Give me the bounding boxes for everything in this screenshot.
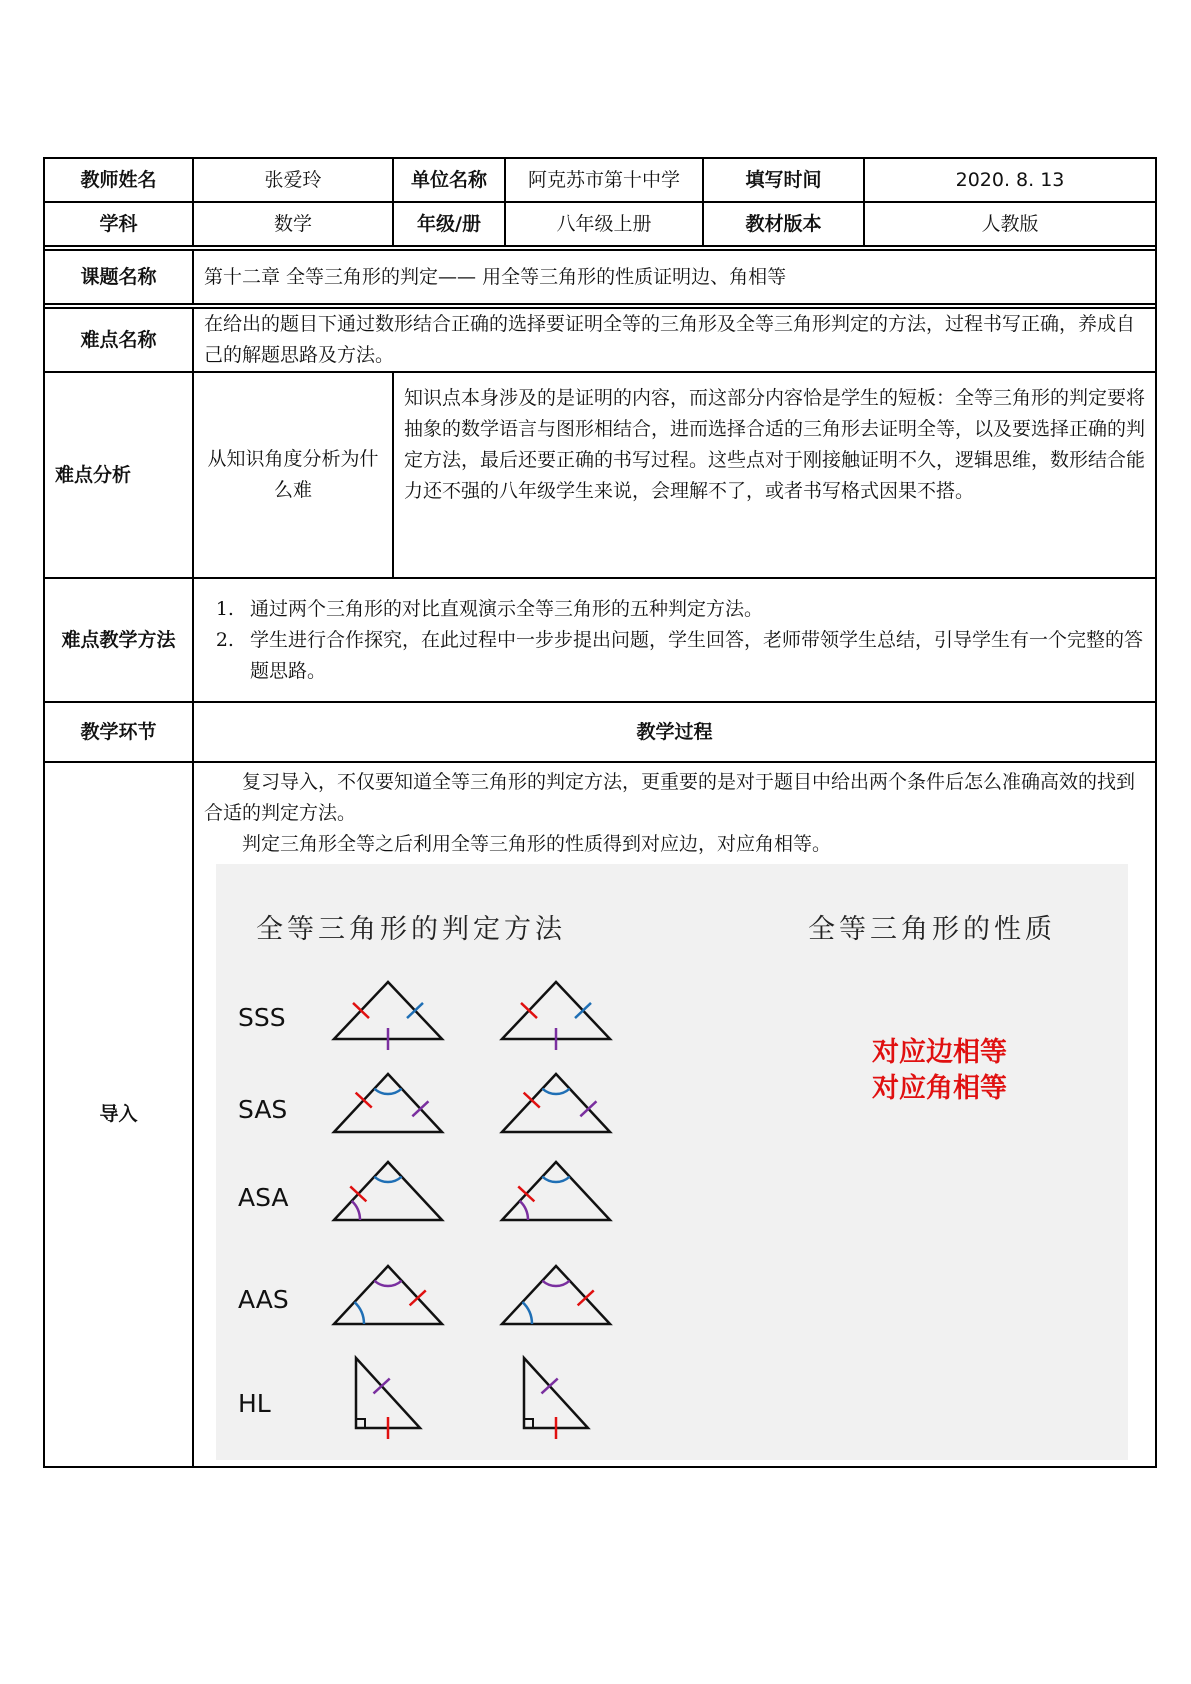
process-header-row	[44, 702, 1156, 762]
method-item-2: 2. 学生进行合作探究，在此过程中一步步提出问题，学生回答，老师带领学生总结，引导学生有一个完整的答题思路。	[240, 625, 1145, 687]
header-row-1	[44, 158, 1156, 202]
subject-value: 数学	[193, 202, 393, 246]
triangle-aas-b	[502, 1266, 610, 1324]
analysis-sub-label: 从知识角度分析为什么难	[193, 372, 393, 578]
method-row	[44, 578, 1156, 702]
criterion-label-sas: SAS	[238, 1095, 288, 1124]
intro-label: 导入	[44, 762, 193, 1467]
difficulty-value: 在给出的题目下通过数形结合正确的选择要证明全等的三角形及全等三角形判定的方法，过程书写正确，养成自己的解题思路及方法。	[193, 308, 1156, 372]
arc-sas-apex-b	[542, 1089, 569, 1094]
arc-aas-apex-b	[542, 1281, 569, 1286]
intro-paragraph-2: 判定三角形全等之后利用全等三角形的性质得到对应边，对应角相等。	[242, 833, 832, 855]
triangle-asa-b	[502, 1162, 610, 1220]
teacher-label: 教师姓名	[44, 158, 193, 202]
right-angle-mark-hl-b	[524, 1419, 533, 1428]
lesson-plan-sheet	[43, 157, 1155, 1468]
method-list	[204, 594, 1145, 687]
arc-asa-apex-a	[374, 1177, 401, 1182]
subject-label: 学科	[44, 202, 193, 246]
congruence-figure	[216, 864, 1128, 1460]
unit-label: 单位名称	[393, 158, 505, 202]
criterion-label-hl: HL	[238, 1389, 271, 1418]
intro-paragraph-1: 复习导入，不仅要知道全等三角形的判定方法，更重要的是对于题目中给出两个条件后怎么准确高效的找到合适的判定方法。	[204, 771, 1136, 824]
topic-row	[44, 250, 1156, 304]
topic-label: 课题名称	[44, 250, 193, 304]
property-sides-equal: 对应边相等	[872, 1037, 1007, 1068]
analysis-row	[44, 372, 1156, 578]
triangle-aas-a	[334, 1266, 442, 1324]
arc-aas-base-b	[522, 1302, 532, 1324]
edition-value: 人教版	[864, 202, 1156, 246]
analysis-label: 难点分析	[44, 372, 193, 578]
header-row-2	[44, 202, 1156, 246]
arc-asa-base-b	[520, 1201, 528, 1220]
date-label: 填写时间	[703, 158, 864, 202]
right-angle-mark-hl-a	[356, 1419, 365, 1428]
intro-row	[44, 762, 1156, 1467]
triangle-diagrams	[334, 982, 610, 1439]
criterion-label-aas: AAS	[238, 1285, 289, 1314]
edition-label: 教材版本	[703, 202, 864, 246]
arc-aas-apex-a	[374, 1281, 401, 1286]
lesson-plan-table	[43, 157, 1157, 1468]
teacher-value: 张爱玲	[193, 158, 393, 202]
date-value: 2020. 8. 13	[864, 158, 1156, 202]
congruence-figure-svg	[216, 864, 1128, 1460]
unit-value: 阿克苏市第十中学	[505, 158, 703, 202]
topic-value: 第十二章 全等三角形的判定—— 用全等三角形的性质证明边、角相等	[193, 250, 1156, 304]
figure-left-title: 全等三角形的判定方法	[256, 914, 566, 945]
method-label: 难点教学方法	[44, 578, 193, 702]
triangle-asa-a	[334, 1162, 442, 1220]
method-content	[193, 578, 1156, 702]
criterion-label-asa: ASA	[238, 1183, 289, 1212]
process-label: 教学过程	[193, 702, 1156, 762]
property-angles-equal: 对应角相等	[872, 1073, 1007, 1104]
arc-aas-base-a	[354, 1302, 364, 1324]
criterion-label-sss: SSS	[238, 1003, 286, 1032]
arc-sas-apex-a	[374, 1089, 401, 1094]
difficulty-row	[44, 308, 1156, 372]
arc-asa-apex-b	[542, 1177, 569, 1182]
stage-label: 教学环节	[44, 702, 193, 762]
grade-value: 八年级上册	[505, 202, 703, 246]
grade-label: 年级/册	[393, 202, 505, 246]
analysis-value: 知识点本身涉及的是证明的内容，而这部分内容恰是学生的短板：全等三角形的判定要将抽象的数学语言与图形相结合，进而选择合适的三角形去证明全等，以及要选择正确的判定方法，最后还要正确的书写过程。这些点对于刚接触证明不久，逻辑思维，数形结合能力还不强的八年级学生来说，会理解不了，或者书写格式因果不搭。	[393, 372, 1156, 578]
intro-content	[193, 762, 1156, 1467]
arc-asa-base-a	[352, 1201, 360, 1220]
difficulty-label: 难点名称	[44, 308, 193, 372]
figure-right-title: 全等三角形的性质	[808, 914, 1056, 945]
method-item-1: 1. 通过两个三角形的对比直观演示全等三角形的五种判定方法。	[240, 594, 1145, 625]
